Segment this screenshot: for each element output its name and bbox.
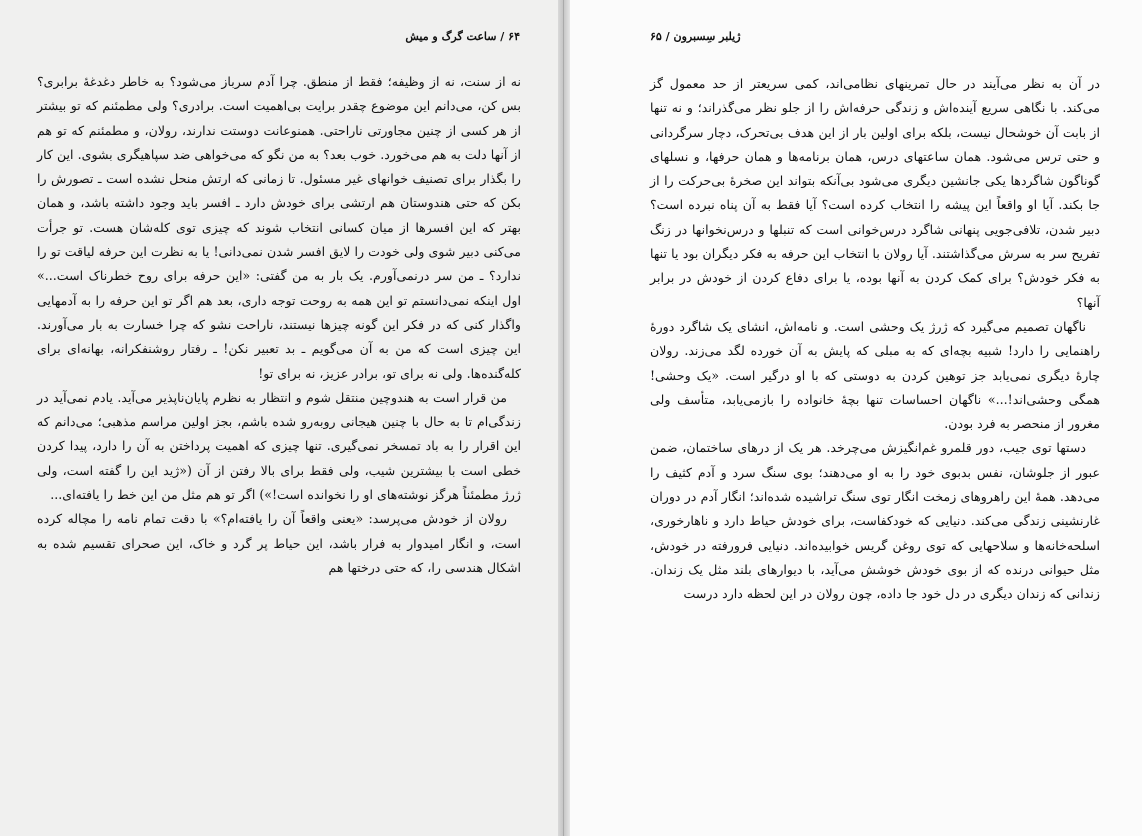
paragraph: ناگهان تصمیم می‌گیرد که ژرژ یک وحشی است. و نامه‌اش، انشای یک شاگرد دورهٔ راهنمایی را دارد! شبیه بچه‌ای که به مبلی که پایش به آن خورده لگد می‌زند. رولان چارهٔ دیگری نمی‌یابد جز توهین کردن به دوستی که با او درگیر است. «یک وحشی! همگی وحشی‌اند!...» ناگهان احساسات تنها بچهٔ خانواده را بازمی‌یابد، متأسف ولی مغرور از منحصر به فرد بودن.: [650, 318, 1100, 432]
paragraph: دستها توی جیب، دور قلمرو غم‌انگیزش می‌چرخد. هر یک از درهای ساختمان، ضمن عبور از جلوشان، نفس بدبوی خود را به او می‌دهند؛ بوی سنگ سرد و آدم کثیف را می‌دهد. همهٔ این راهروهای زمخت انگار توی سنگ تراشیده شده‌اند؛ انگار آدم در دوران غارنشینی زندگی می‌کند. دنیایی که خودکفاست، برای خودش حیاط دارد و ناهارخوری، اسلحه‌خانه‌ها و سلاحهایی که توی روغن گریس خوابیده‌اند. دنیایی فرورفته در خودش، مثل حیوانی درنده که از بوی خودش خوشش می‌آید، با دیوارهای بلند مثل یک زندان. زندانی که زندان دیگری در دل خود جا داده، چون رولان در این لحظه دارد درست: [650, 440, 1100, 602]
right-page-header: ژیلبر سِسبرون / ۶۵: [650, 30, 741, 43]
paragraph: در آن به نظر می‌آیند در حال تمرینهای نظامی‌اند، کمی سریعتر از حد معمول گز می‌کند. با نگاهی سریع آینده‌اش و زندگی حرفه‌اش را از جلو نظر می‌گذراند؛ و نه تنها از بابت آن خوشحال نیست، بلکه برای اولین بار از این هدف بی‌تحرک، دچار سرگردانی و حتی ترس می‌شود. همان ساعتهای درس، همان برنامه‌ها و همان حرفها، و نسلهای گوناگون شاگردها یکی جانشین دیگری می‌شود بی‌آنکه بتواند این صخرهٔ بی‌حرکت را از جا بکند. آیا او واقعاً این پیشه را انتخاب کرده است؟ آیا فقط به آن پناه نبرده است؟ دبیر شدن، تلافی‌جویی پنهانی شاگرد درس‌خوانی است که تنبلها و درس‌نخوانها در زنگ تفریح سر به سرش می‌گذاشتند. آیا رولان با انتخاب این حرفه به فکر دیگران بود یا تنها به فکر خودش؟ برای کمک کردن به آنها بوده، یا برای دفاع کردن از خودش در برابر آنها؟: [650, 76, 1100, 310]
paragraph: من قرار است به هندوچین منتقل شوم و انتظار به نظرم پایان‌ناپذیر می‌آید. یادم نمی‌آید در زندگی‌ام تا به حال با چنین هیجانی روبه‌رو شده باشم، بجز اولین مراسم مذهبی؛ می‌دانم که این اقرار را به باد تمسخر نمی‌گیری. تنها چیزی که اهمیت پرداختن به آن را دارد، پیدا کردن خطی است با بیشترین شیب، ولی فقط برای بالا رفتن از آن («ژید این را گفته است، ولی ژرژ مطمئناً هرگز نوشته‌های او را نخوانده است!») اگر تو هم مثل من این خط را یافته‌ای...: [37, 389, 521, 503]
left-page-header: ۶۴ / ساعت گرگ و میش: [405, 30, 520, 43]
left-page: [0, 0, 558, 836]
right-page: [570, 0, 1142, 836]
paragraph: نه از سنت، نه از وظیفه؛ فقط از منطق. چرا آدم سرباز می‌شود؟ به خاطر دغدغهٔ برابری؟ بس کن، می‌دانم این موضوع چقدر برایت بی‌اهمیت است. برادری؟ ولی مطمئنم که تو بیشتر از هر کسی از چنین مجاورتی ناراحتی. همنوعانت دوستت ندارند، رولان، و مطمئنم که تو هم از آنها دلت به هم می‌خورد. خوب بعد؟ به من نگو که می‌خواهی ضد سپاهیگری بشوی. این کار را بگذار برای تصنیف خوانهای غیر مسئول. تا زمانی که ارتش منحل نشده است ـ تصورش را بکن که حتی هندوستان هم ارتشی برای خودش دارد ـ افسر باید وجود داشته باشد، و همان بهتر که این افسرها از میان کسانی انتخاب شوند که چیزی توی کله‌شان هست. تو جرأت می‌کنی دبیر شوی ولی خودت را لایق افسر شدن نمی‌دانی! یا به نظرت این حرفه لیاقت تو را ندارد؟ ـ من سر درنمی‌آورم. یک بار به من گفتی: «این حرفه برای روح خطرناک است...» اول اینکه نمی‌دانستم تو این همه به روحت توجه داری، بعد هم اگر تو این حرفه را به آدمهایی واگذار کنی که در فکر این گونه چیزها نیستند، ناراحت نشو که چرا خسارت به بار می‌آورند. این چیزی است که من به آن می‌گویم ـ بد تعبیر نکن! ـ رفتار روشنفکرانه، بهانه‌ای برای کله‌گنده‌ها. ولی نه برای تو، برادر عزیز، نه برای تو!: [37, 74, 521, 381]
paragraph: رولان از خودش می‌پرسد: «یعنی واقعاً آن را یافته‌ام؟» با دقت تمام نامه را مچاله کرده است، و انگار امیدوار به فرار باشد، این حیاط پر گرد و خاک، این صحرای تقسیم شده به اشکال هندسی را، که حتی درختها هم: [37, 511, 521, 575]
book-gutter: [558, 0, 570, 836]
left-page-body: [37, 70, 521, 580]
right-page-body: [650, 72, 1100, 607]
gutter-divider: [563, 0, 564, 836]
